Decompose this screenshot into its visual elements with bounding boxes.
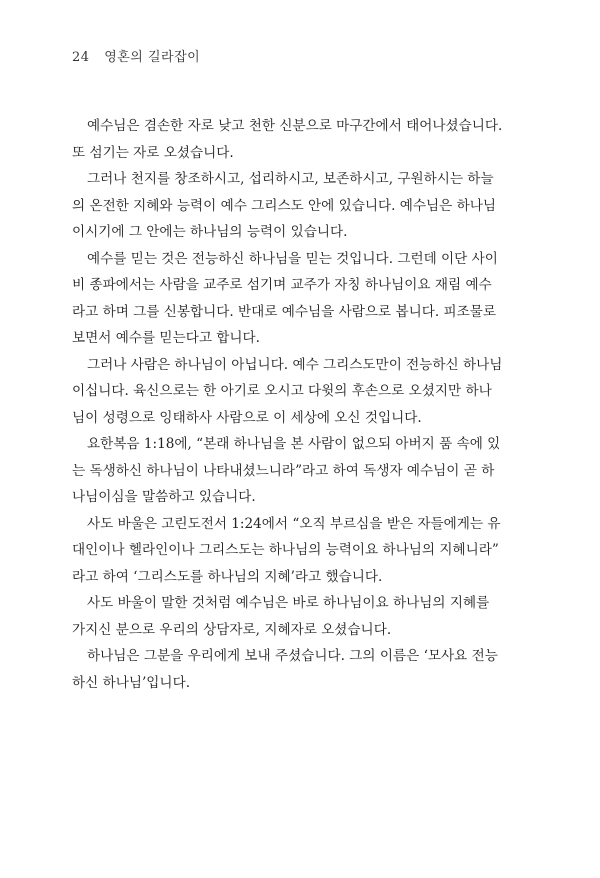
text-line: 님이 성령으로 잉태하사 사람으로 이 세상에 오신 것입니다. bbox=[72, 409, 422, 426]
text-line: 예수님은 겸손한 자로 낮고 천한 신분으로 마구간에서 태어나셨습니다. bbox=[87, 118, 503, 134]
paragraph bbox=[72, 511, 528, 591]
text-line: 가지신 분으로 우리의 상담자로, 지혜자로 오셨습니다. bbox=[72, 621, 392, 638]
text-line: 또 섬기는 자로 오셨습니다. bbox=[72, 144, 234, 161]
running-header bbox=[72, 46, 200, 65]
paragraph bbox=[72, 246, 528, 352]
text-line: 라고 하며 그를 신봉합니다. 반대로 예수님을 사람으로 봅니다. 피조물로 bbox=[72, 303, 497, 320]
body-text bbox=[72, 113, 528, 696]
paragraph bbox=[72, 431, 528, 511]
text-line: 요한복음 1:18에, “본래 하나님을 본 사람이 없으되 아버지 품 속에 있 bbox=[87, 436, 501, 452]
text-line: 라고 하여 ‘그리스도를 하나님의 지혜’라고 했습니다. bbox=[72, 568, 383, 585]
book-title: 영혼의 길라잡이 bbox=[104, 50, 201, 65]
text-line: 사도 바울이 말한 것처럼 예수님은 바로 하나님이요 하나님의 지혜를 bbox=[87, 595, 490, 611]
paragraph bbox=[72, 643, 528, 696]
text-line: 비 종파에서는 사람을 교주로 섬기며 교주가 자칭 하나님이요 재림 예수 bbox=[72, 277, 492, 293]
text-line: 사도 바울은 고린도전서 1:24에서 “오직 부르심을 받은 자들에게는 유 bbox=[87, 515, 501, 532]
text-line: 하나님은 그분을 우리에게 보내 주셨습니다. 그의 이름은 ‘모사요 전능 bbox=[87, 648, 498, 664]
text-line: 그러나 천지를 창조하시고, 섭리하시고, 보존하시고, 구원하시는 하늘 bbox=[87, 171, 494, 187]
text-line: 는 독생하신 하나님이 나타내셨느니라”라고 하여 독생자 예수님이 곧 하 bbox=[72, 462, 495, 479]
text-line: 하신 하나님’입니다. bbox=[72, 674, 191, 691]
paragraph bbox=[72, 166, 528, 246]
text-line: 보면서 예수를 믿는다고 합니다. bbox=[72, 330, 260, 346]
text-line: 대인이나 헬라인이나 그리스도는 하나님의 능력이요 하나님의 지혜니라” bbox=[72, 542, 499, 558]
text-line: 그러나 사람은 하나님이 아닙니다. 예수 그리스도만이 전능하신 하나님 bbox=[87, 356, 503, 373]
paragraph bbox=[72, 352, 528, 432]
paragraph bbox=[72, 590, 528, 643]
page-number: 24 bbox=[72, 50, 90, 65]
text-line: 이십니다. 육신으로는 한 아기로 오시고 다윗의 후손으로 오셨지만 하나 bbox=[72, 383, 492, 399]
paragraph bbox=[72, 113, 528, 166]
text-line: 의 온전한 지혜와 능력이 예수 그리스도 안에 있습니다. 예수님은 하나님 bbox=[72, 197, 497, 214]
text-line: 이시기에 그 안에는 하나님의 능력이 있습니다. bbox=[72, 224, 348, 240]
text-line: 예수를 믿는 것은 전능하신 하나님을 믿는 것입니다. 그런데 이단 사이 bbox=[87, 250, 498, 267]
text-line: 나님이심을 말씀하고 있습니다. bbox=[72, 489, 256, 505]
